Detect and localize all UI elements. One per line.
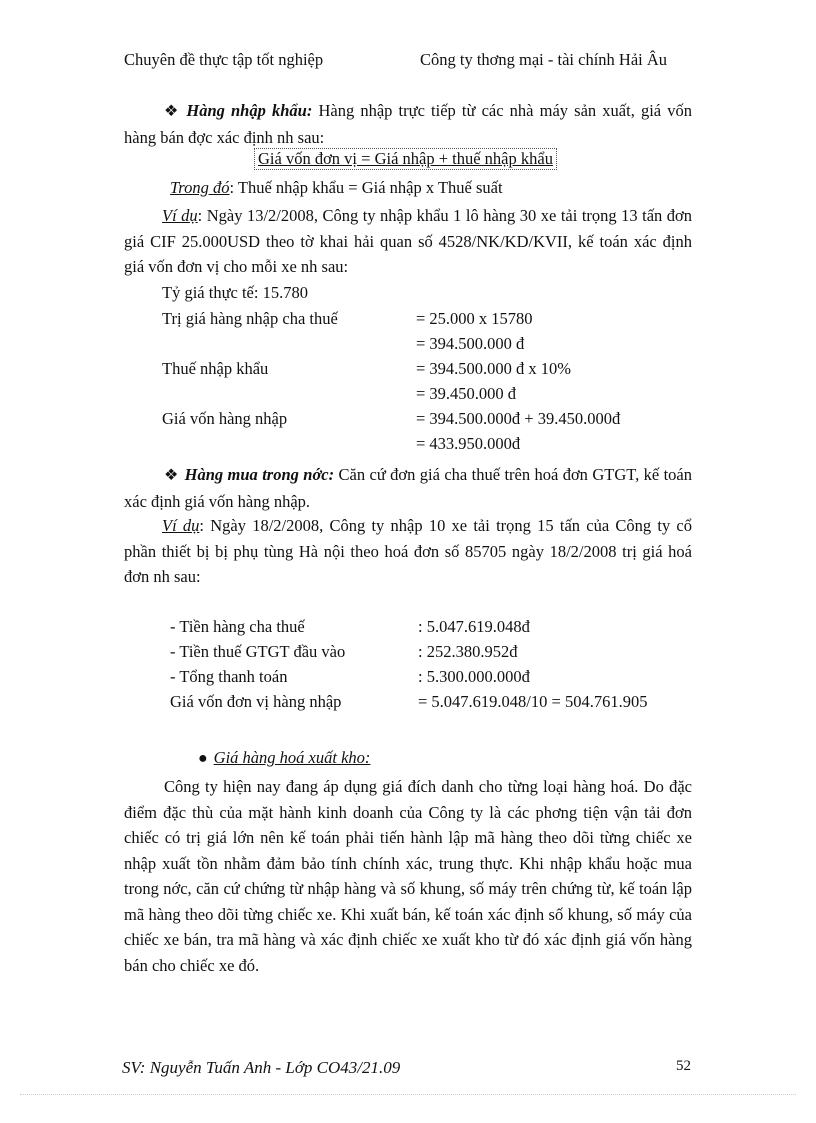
calc-value: = 394.500.000 đ x 10% <box>416 359 572 378</box>
domestic-paragraph <box>124 462 692 514</box>
exchange-rate: Tỷ giá thực tế: 15.780 <box>162 283 308 302</box>
import-example-text: : Ngày 13/2/2008, Công ty nhập khẩu 1 lô hàng 30 xe tải trọng 13 tấn đơn giá CIF 25.000USD theo tờ khai hải quan số 4528/NK/KD/KVII, kế toán xác định giá vốn đơn vị cho mỗi xe nh sau: <box>124 206 692 276</box>
domestic-text: Căn cứ đơn giá cha thuế trên hoá đơn GTGT, kế toán xác định giá vốn hàng nhập. <box>124 465 692 511</box>
calc-label: Trị giá hàng nhập cha thuế <box>162 309 338 328</box>
where-label: Trong đó <box>170 178 230 197</box>
calc-value: = 25.000 x 15780 <box>416 309 533 328</box>
import-title: Hàng nhập khẩu: <box>186 101 313 120</box>
where-text: : Thuế nhập khẩu = Giá nhập x Thuế suất <box>229 178 503 197</box>
domestic-example-label: Ví dụ <box>162 516 200 535</box>
export-title: Giá hàng hoá xuất kho: <box>213 748 371 767</box>
header-right: Công ty thơng mại - tài chính Hải Âu <box>420 50 668 69</box>
invoice-label: - Tiền hàng cha thuế <box>170 617 305 636</box>
invoice-label: Giá vốn đơn vị hàng nhập <box>170 692 342 711</box>
export-paragraph: Công ty hiện nay đang áp dụng giá đích danh cho từng loại hàng hoá. Do đặc điểm đặc thù của mặt hành kinh doanh của Công ty là các phơng tiện vận tải đơn chiếc có trị giá lớn nên kế toán phải tiến hành lập mã hàng theo dõi từng chiếc xe nhập xuất tồn nhằm đảm bảo tính chính xác, trung thực. Khi nhập khẩu hoặc mua trong nớc, căn cứ chứng từ nhập hàng và số khung, số máy trên chứng từ, kế toán lập mã hàng theo dõi từng chiếc xe. Khi xuất bán, kế toán xác định số khung, số máy của chiếc xe bán, tra mã hàng và xác định chiếc xe xuất kho từ đó xác định giá vốn hàng bán cho chiếc xe đó. <box>124 777 692 975</box>
import-paragraph <box>124 98 692 150</box>
calc-label: Thuế nhập khẩu <box>162 359 269 378</box>
invoice-value: = 5.047.619.048/10 = 504.761.905 <box>418 692 648 711</box>
calc-value: = 394.500.000 đ <box>416 334 525 353</box>
header-left: Chuyên đề thực tập tốt nghiệp <box>124 50 324 69</box>
bottom-divider <box>20 1094 796 1095</box>
import-example-label: Ví dụ <box>162 206 198 225</box>
invoice-value: : 5.300.000.000đ <box>418 667 530 686</box>
calc-value: = 394.500.000đ + 39.450.000đ <box>416 409 621 428</box>
invoice-label: - Tổng thanh toán <box>170 667 288 686</box>
calc-label: Giá vốn hàng nhập <box>162 409 288 428</box>
domestic-example-text: : Ngày 18/2/2008, Công ty nhập 10 xe tải trọng 15 tấn của Công ty cổ phần thiết bị bị phụ tùng Hà nội theo hoá đơn số 85705 ngày 18/2/2008 trị giá hoá đơn nh sau: <box>124 516 692 586</box>
domestic-example <box>124 513 692 590</box>
domestic-title: Hàng mua trong nớc: <box>184 465 335 484</box>
round-bullet-icon: ● <box>198 750 208 767</box>
cost-formula: Giá vốn đơn vị = Giá nhập + thuế nhập khẩu <box>254 148 557 170</box>
calc-value: = 39.450.000 đ <box>416 384 517 403</box>
import-example <box>124 203 692 280</box>
footer-student: SV: Nguyễn Tuấn Anh - Lớp CO43/21.09 <box>122 1058 401 1077</box>
import-text: Hàng nhập trực tiếp từ các nhà máy sản xuất, giá vốn hàng bán đợc xác định nh sau: <box>124 101 692 147</box>
invoice-value: : 5.047.619.048đ <box>418 617 530 636</box>
invoice-value: : 252.380.952đ <box>418 642 518 661</box>
export-heading <box>198 748 370 769</box>
page-number: 52 <box>676 1058 691 1074</box>
diamond-bullet-icon: ❖ <box>164 467 179 484</box>
invoice-label: - Tiền thuế GTGT đầu vào <box>170 642 346 661</box>
calc-value: = 433.950.000đ <box>416 434 521 453</box>
diamond-bullet-icon: ❖ <box>164 103 181 120</box>
where-line <box>170 178 503 198</box>
